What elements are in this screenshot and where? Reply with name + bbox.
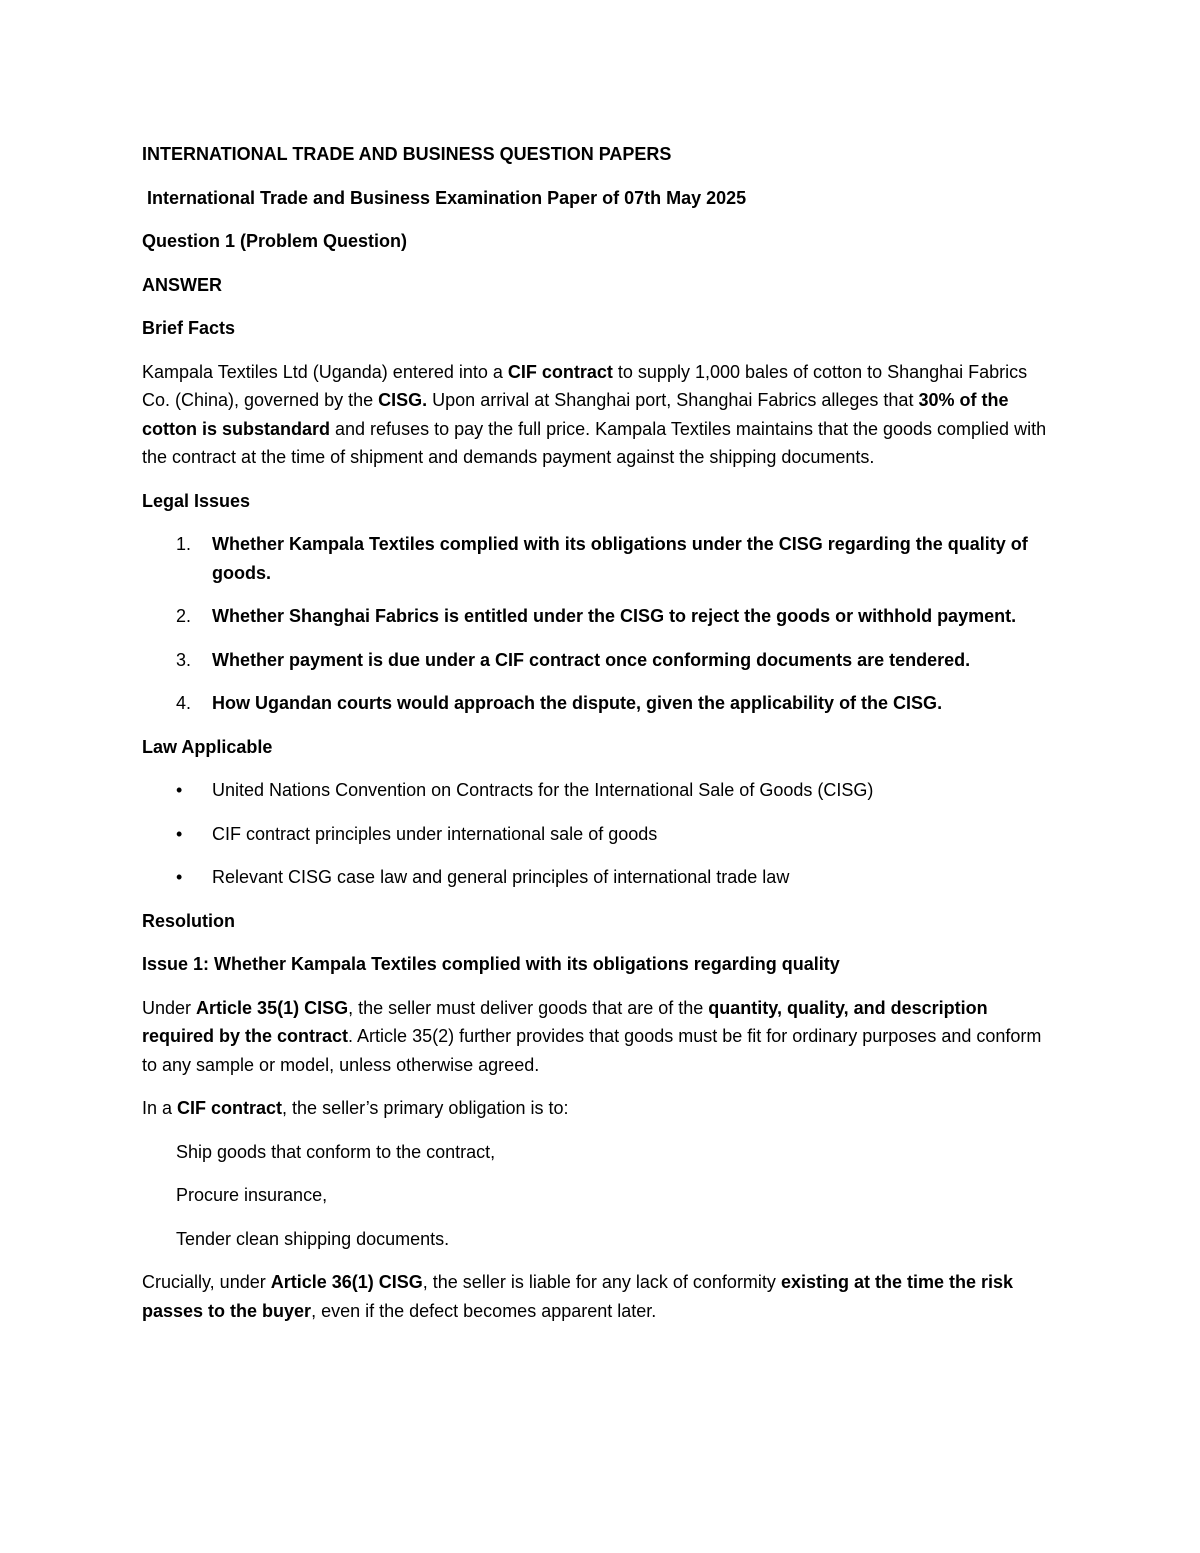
list-item-text: United Nations Convention on Contracts for the International Sale of Goods (CISG) (212, 780, 874, 800)
text-run: , the seller is liable for any lack of conformity (422, 1272, 781, 1292)
emphasis: CIF contract (507, 361, 613, 382)
emphasis: Article 36(1) CISG (270, 1272, 423, 1292)
list-number: 4. (176, 693, 192, 713)
emphasis: CISG. (378, 390, 428, 410)
list-item (142, 530, 1060, 587)
emphasis: Article 35(1) CISG (196, 997, 349, 1018)
list-number: 2. (176, 606, 192, 626)
document-title: INTERNATIONAL TRADE AND BUSINESS QUESTION PAPERS (142, 144, 672, 164)
list-item-text: Whether payment is due under a CIF contract once conforming documents are tendered. (212, 649, 971, 670)
law-applicable-list (142, 776, 1060, 892)
document-subtitle: International Trade and Business Examination Paper of 07th May 2025 (147, 187, 747, 208)
text-run: and refuses to pay the full price. Kampala Textiles maintains that the goods complied with the contract at the time of shipment and demands payment against the shipping documents. (142, 418, 1047, 467)
list-number: 3. (176, 649, 192, 670)
brief-facts-paragraph (142, 358, 1060, 472)
list-item-text: CIF contract principles under international sale of goods (212, 823, 658, 844)
list-item (142, 776, 1060, 805)
text-run: , even if the defect becomes apparent later. (311, 1300, 657, 1321)
text-run: Crucially, under (142, 1272, 271, 1292)
list-item: Ship goods that conform to the contract, (176, 1141, 496, 1162)
seller-obligations-list (142, 1138, 1060, 1254)
resolution-heading: Resolution (142, 910, 235, 931)
text-run: Upon arrival at Shanghai port, Shanghai Fabrics alleges that (427, 390, 919, 410)
article-35-paragraph (142, 994, 1060, 1080)
text-run: , the seller’s primary obligation is to: (282, 1098, 569, 1118)
document-page (142, 140, 1060, 1340)
list-item-text: Whether Kampala Textiles complied with its obligations under the CISG regarding the quality of goods. (212, 534, 1028, 583)
emphasis: existing at the time the risk passes to the buyer (142, 1272, 1014, 1321)
list-item-text: Whether Shanghai Fabrics is entitled under the CISG to reject the goods or withhold payment. (212, 606, 1017, 626)
issue-1-heading: Issue 1: Whether Kampala Textiles complied with its obligations regarding quality (142, 954, 840, 974)
text-run: . Article 35(2) further provides that goods must be fit for ordinary purposes and conform to any sample or model, unless otherwise agreed. (142, 1026, 1042, 1075)
answer-heading: ANSWER (142, 274, 222, 295)
cif-paragraph (142, 1094, 1060, 1123)
list-item (142, 863, 1060, 892)
bullet-icon: • (176, 823, 183, 844)
article-36-paragraph (142, 1268, 1060, 1325)
emphasis: CIF contract (177, 1098, 283, 1118)
text-run: In a (142, 1098, 178, 1118)
list-number: 1. (176, 534, 192, 554)
list-item (142, 602, 1060, 631)
law-applicable-heading: Law Applicable (142, 736, 273, 757)
list-item: Tender clean shipping documents. (176, 1228, 450, 1249)
bullet-icon: • (176, 867, 183, 887)
text-run: Under (142, 997, 197, 1018)
text-run: to supply 1,000 bales of cotton to Shanghai Fabrics Co. (China), governed by the (142, 361, 1028, 410)
list-item-text: How Ugandan courts would approach the dispute, given the applicability of the CISG. (212, 693, 943, 713)
list-item (142, 820, 1060, 849)
text-run: Kampala Textiles Ltd (Uganda) entered into a (142, 361, 508, 382)
legal-issues-heading: Legal Issues (142, 490, 251, 511)
list-item-text: Relevant CISG case law and general principles of international trade law (212, 867, 790, 887)
list-item (142, 689, 1060, 718)
legal-issues-list (142, 530, 1060, 718)
text-run: , the seller must deliver goods that are of the (348, 997, 709, 1018)
brief-facts-heading: Brief Facts (142, 318, 236, 338)
emphasis: 30% of the cotton is substandard (142, 390, 1009, 439)
list-item: Procure insurance, (176, 1185, 328, 1205)
list-item (142, 646, 1060, 675)
question-heading: Question 1 (Problem Question) (142, 231, 408, 251)
emphasis: quantity, quality, and description required by the contract (142, 997, 988, 1046)
bullet-icon: • (176, 780, 183, 800)
